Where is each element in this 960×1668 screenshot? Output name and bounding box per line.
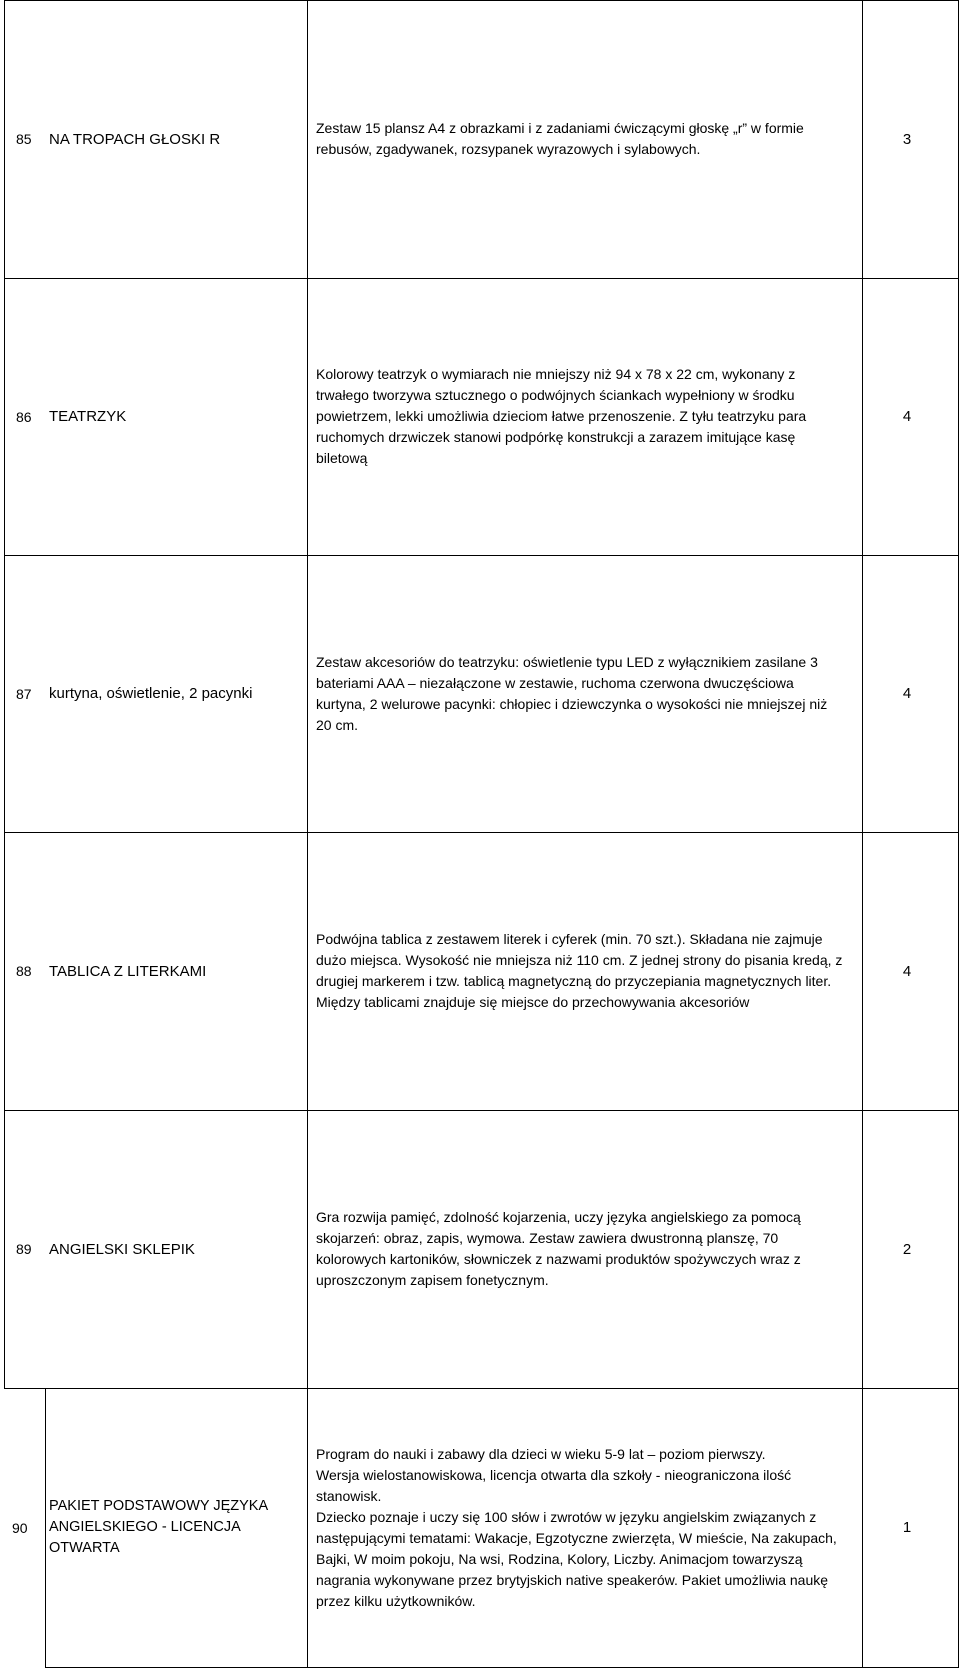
- item-quantity: 4: [902, 962, 912, 980]
- item-quantity: 4: [902, 685, 912, 702]
- row-number: 87: [16, 685, 32, 702]
- item-description: Zestaw 15 plansz A4 z obrazkami i z zadaniami ćwiczącymi głoskę „r” w formie rebusów, zgadywanek, rozsypanek wyrazowych i sylabowych.: [316, 120, 804, 157]
- item-name: TEATRZYK: [49, 408, 127, 425]
- name-column-border: [307, 0, 308, 1668]
- row-number: 89: [16, 1241, 32, 1257]
- table-left-border: [4, 0, 5, 1388]
- table-right-border: [958, 0, 959, 1668]
- row-number: 85: [16, 131, 32, 147]
- item-description: Podwójna tablica z zestawem literek i cyferek (min. 70 szt.). Składana nie zajmuje dużo miejsca. Wysokość nie mniejsza niż 110 cm. Z jednej strony do pisania kredą, z drugiej markerem i tzw. tablicą magnetyczną do przyczepiania magnetycznych liter. Między tablicami znajduje się miejsce do przechowywania akcesoriów: [316, 931, 843, 1010]
- number-column-border: [45, 1388, 46, 1668]
- row-number: 90: [12, 1519, 28, 1536]
- item-quantity: 3: [902, 130, 912, 148]
- item-quantity: 2: [902, 1240, 912, 1258]
- item-description: Zestaw akcesoriów do teatrzyku: oświetlenie typu LED z wyłącznikiem zasilane 3 bateriami AAA – niezałączone w zestawie, ruchoma czerwona dwuczęściowa kurtyna, 2 welurowe pacynki: chłopiec i dziewczynka o wysokości nie mniejszej niż 20 cm.: [316, 653, 828, 733]
- description-column-border: [862, 0, 863, 1668]
- item-description: Gra rozwija pamięć, zdolność kojarzenia, uczy języka angielskiego za pomocą skojarzeń: obraz, zapis, wymowa. Zestaw zawiera dwustronną planszę, 70 kolorowych kartoników, słowniczek z nazwami produktów spożywczych wraz z uproszczonym zapisem fonetycznym.: [316, 1209, 801, 1288]
- row-number: 88: [16, 963, 32, 979]
- item-description: Kolorowy teatrzyk o wymiarach nie mniejszy niż 94 x 78 x 22 cm, wykonany z trwałego tworzywa sztucznego o podwójnych ściankach wypełniony w środku powietrzem, lekki umożliwia dzieciom łatwe przenoszenie. Z tyłu teatrzyku para ruchomych drzwiczek stanowi podpórkę konstrukcji a zarazem imitujące kasę biletową: [316, 366, 807, 466]
- item-name: TABLICA Z LITERKAMI: [49, 962, 207, 980]
- row-number: 86: [16, 408, 32, 425]
- item-name: kurtyna, oświetlenie, 2 pacynki: [49, 685, 253, 702]
- item-quantity: 1: [902, 1519, 912, 1536]
- item-quantity: 4: [902, 408, 912, 425]
- item-name: ANGIELSKI SKLEPIK: [49, 1240, 195, 1258]
- item-description: Program do nauki i zabawy dla dzieci w wieku 5-9 lat – poziom pierwszy. Wersja wielostanowiskowa, licencja otwarta dla szkoły - nieograniczona ilość stanowisk. Dziecko poznaje i uczy się 100 słów i zwrotów w języku angielskim związanych z następującymi tematami: Wakacje, Egzotyczne zwierzęta, W mieście, Na zakupach, Bajki, W moim pokoju, Na wsi, Rodzina, Kolory, Liczby. Animacjom towarzyszą nagrania wykonywane przez brytyjskich native speakerów. Pakiet umożliwia naukę przez kilku użytkowników.: [316, 1445, 837, 1609]
- item-name: NA TROPACH GŁOSKI R: [49, 130, 221, 148]
- item-name: PAKIET PODSTAWOWY JĘZYKA ANGIELSKIEGO - LICENCJA OTWARTA: [49, 1498, 269, 1556]
